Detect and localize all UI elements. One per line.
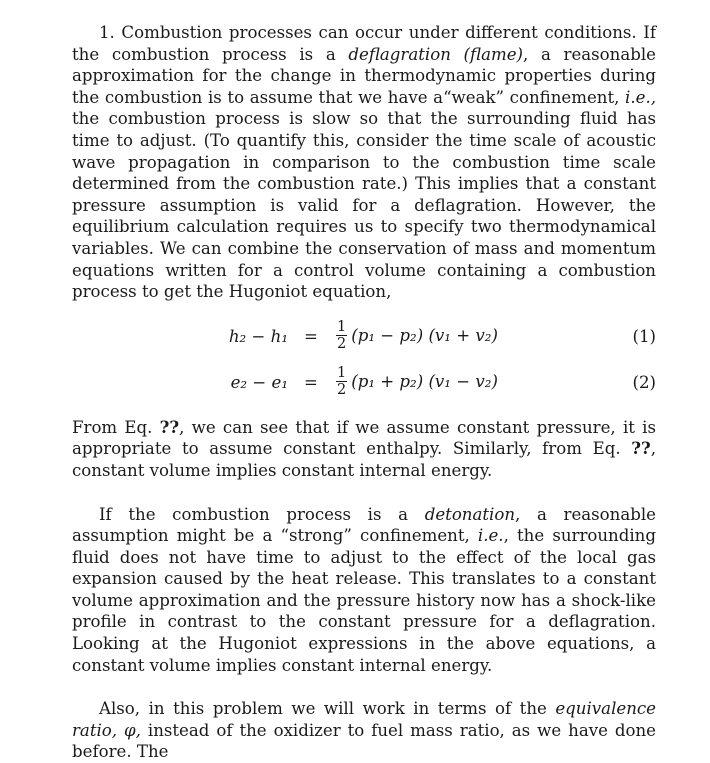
equivalence-ratio-term: equivalence ratio, φ, [72, 699, 656, 740]
equation-2-rhs [336, 361, 498, 403]
equation-2-expression: (p₁ + p₂) (v₁ − v₂) [351, 371, 498, 391]
enthalpy-text-1: From Eq. [72, 417, 160, 437]
detonation-text-2: , a reasonable assumption might be a “strong” confinement, [72, 504, 657, 546]
equation-1 [72, 315, 656, 357]
enthalpy-text-3: , constant volume implies constant internal energy. [72, 439, 656, 480]
fraction-denominator: 2 [337, 382, 347, 399]
enthalpy-text-2: , we can see that if we assume constant pressure, it is appropriate to assume constant enthalpy. Similarly, from Eq. [72, 417, 656, 459]
equation-2-fraction [336, 365, 347, 398]
equation-1-lhs: h₂ − h₁ [228, 326, 288, 346]
equivalence-text-1: Also, in this problem we will work in terms of the [99, 699, 556, 719]
fraction-denominator: 2 [337, 336, 347, 353]
ie-abbrev: i.e., [625, 87, 656, 107]
equivalence-text-2: instead of the oxidizer to fuel mass ratio, as we have done before. The [72, 720, 656, 762]
equation-1-fraction [336, 319, 347, 352]
paragraph-spacer [72, 676, 656, 698]
equation-2 [72, 361, 656, 403]
intro-text-3: the combustion process is slow so that the surrounding fluid has time to adjust. (To quantify this, consider the time scale of acoustic wave propagation in comparison to the combustion time scale determined from the combustion rate.) This implies that a constant pressure assumption is valid for a deflagration. However, the equilibrium calculation requires us to specify two thermodynamical variables. We can combine the conservation of mass and momentum equations written for a control volume containing a combustion process to get the Hugoniot equation, [72, 109, 656, 302]
equation-1-rhs [336, 315, 498, 357]
equation-2-lhs: e₂ − e₁ [230, 372, 288, 392]
equation-reference-2: ?? [631, 438, 651, 459]
equation-1-equals: = [304, 326, 318, 346]
detonation-term: detonation [424, 504, 516, 524]
equation-1-expression: (p₁ − p₂) (v₁ + v₂) [351, 325, 498, 345]
intro-text-2: , a reasonable approximation for the change in thermodynamic properties during the combustion is to assume that we have a“weak” confinement, [72, 44, 657, 107]
deflagration-term: deflagration (flame) [348, 44, 524, 64]
intro-text-1: 1. Combustion processes can occur under different conditions. If the combustion process is a [72, 23, 656, 64]
equation-2-equals: = [304, 372, 318, 392]
detonation-text-1: If the combustion process is a [99, 504, 425, 524]
ie-abbrev: i.e. [477, 526, 504, 546]
paragraph-equivalence [72, 698, 656, 763]
fraction-numerator: 1 [337, 319, 347, 336]
hugoniot-equations [72, 315, 656, 411]
detonation-text-3: , the surrounding fluid does not have time to adjust to the effect of the local gas expansion caused by the heat release. This translates to a constant volume approximation and the pressure history now has a shock-like profile in contrast to the constant pressure for a deflagration. Looking at the Hugoniot expressions in the above equations, a constant volume implies constant internal energy. [72, 526, 656, 675]
equation-1-number: (1) [632, 326, 656, 346]
document-body [72, 22, 656, 763]
paragraph-enthalpy [72, 417, 656, 482]
paragraph-intro [72, 22, 656, 303]
paragraph-detonation [72, 504, 656, 677]
paragraph-spacer [72, 482, 656, 504]
equation-reference-1: ?? [159, 416, 180, 437]
fraction-numerator: 1 [337, 365, 347, 382]
equation-2-number: (2) [632, 372, 656, 392]
